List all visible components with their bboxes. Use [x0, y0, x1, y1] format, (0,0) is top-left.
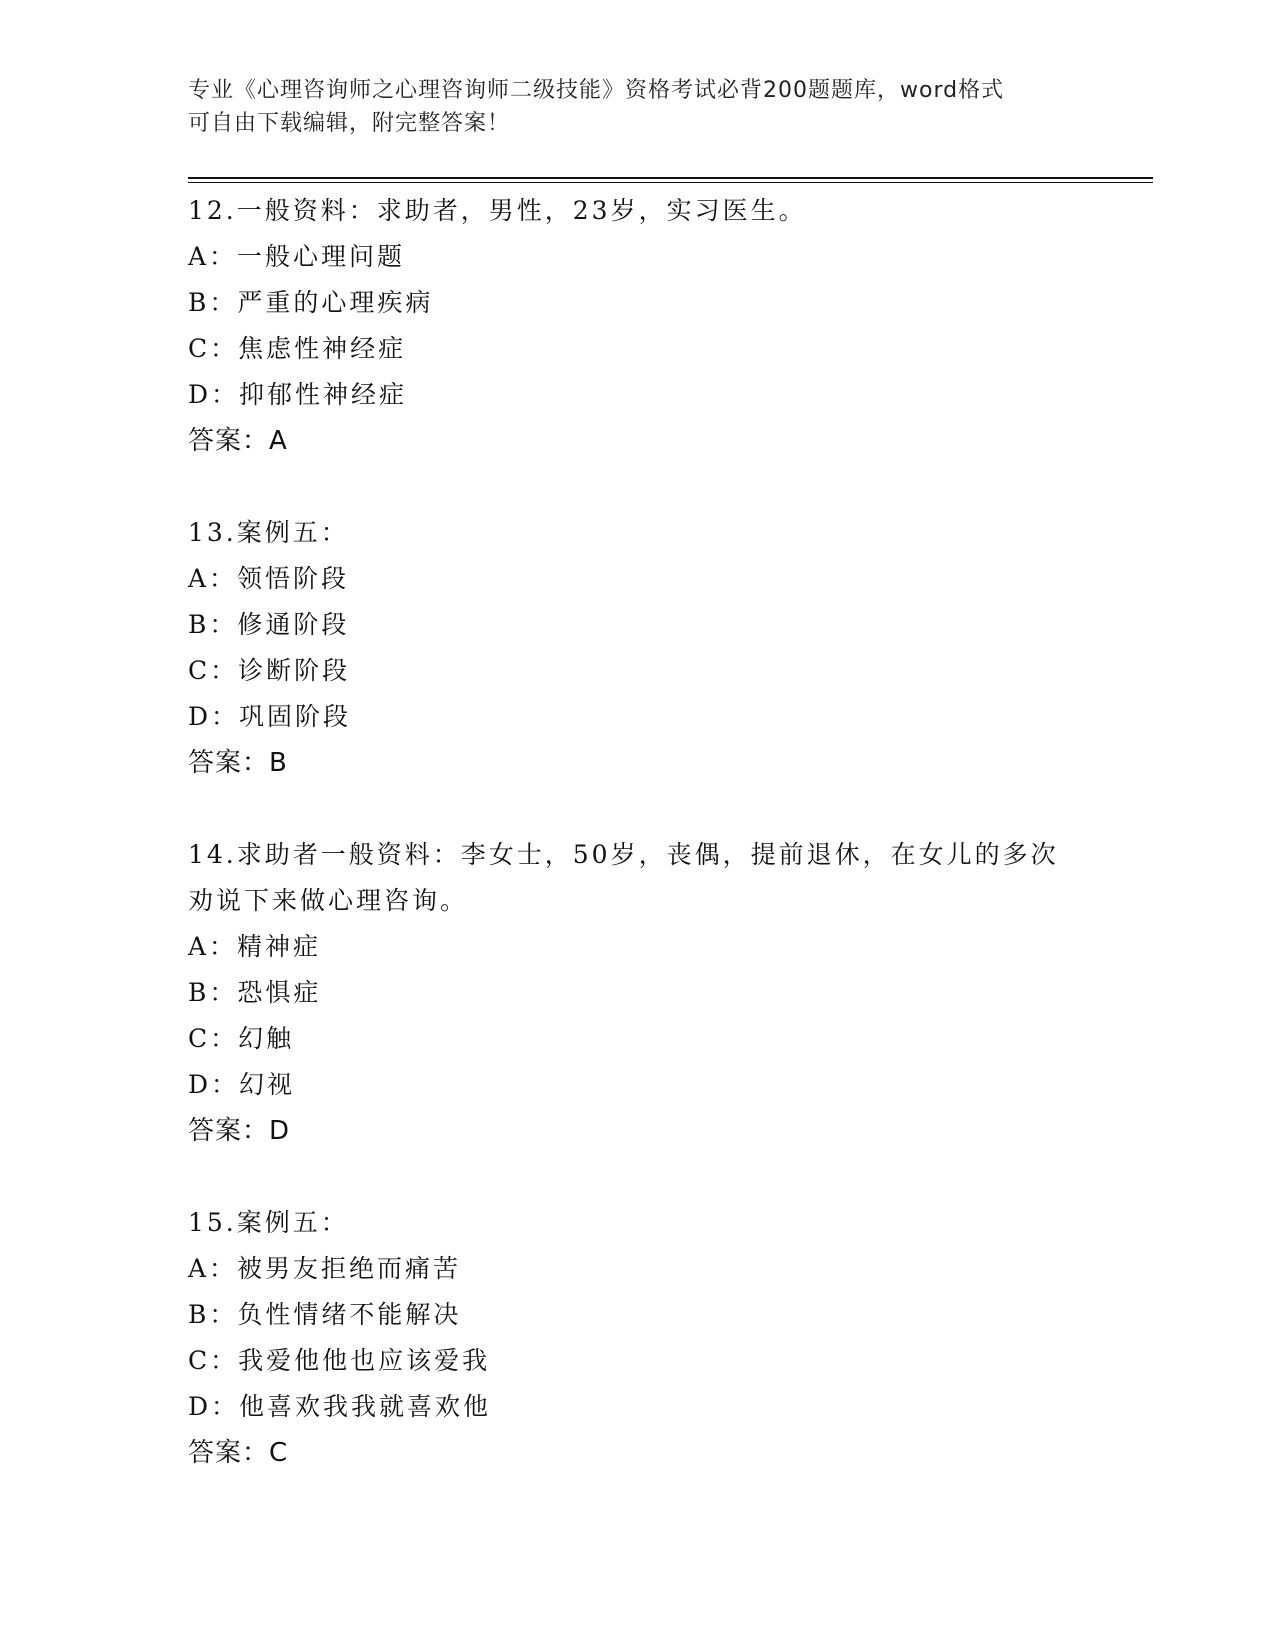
option-c: C：诊断阶段 — [188, 656, 351, 685]
question-text: 12.一般资料：求助者，男性，23岁，实习医生。 — [188, 196, 807, 225]
option-c: C：幻触 — [188, 1024, 295, 1053]
option-c: C：焦虑性神经症 — [188, 334, 407, 363]
option-b: B：修通阶段 — [188, 610, 350, 639]
option-d: D：幻视 — [188, 1070, 296, 1099]
header-divider-thin — [188, 182, 1153, 183]
answer-text: 答案：B — [188, 748, 288, 778]
option-a: A：领悟阶段 — [188, 564, 350, 593]
option-d: D：巩固阶段 — [188, 702, 352, 731]
question-text: 14.求助者一般资料：李女士，50岁，丧偶，提前退休，在女儿的多次劝说下来做心理咨询。 — [188, 840, 1059, 915]
option-d: D：他喜欢我我就喜欢他 — [188, 1392, 492, 1421]
question-12 — [188, 188, 1148, 464]
option-b: B：严重的心理疾病 — [188, 288, 434, 317]
header-divider — [188, 177, 1153, 179]
option-a: A：被男友拒绝而痛苦 — [188, 1254, 462, 1283]
option-a: A：精神症 — [188, 932, 322, 961]
question-13 — [188, 510, 1148, 786]
option-b: B：负性情绪不能解决 — [188, 1300, 462, 1329]
document-header — [188, 74, 1088, 140]
question-15 — [188, 1200, 1148, 1476]
answer-text: 答案：A — [188, 426, 288, 456]
option-b: B：恐惧症 — [188, 978, 322, 1007]
answer-text: 答案：D — [188, 1116, 291, 1146]
question-text: 15.案例五： — [188, 1208, 349, 1237]
option-d: D：抑郁性神经症 — [188, 380, 408, 409]
answer-text: 答案：C — [188, 1438, 289, 1468]
option-a: A：一般心理问题 — [188, 242, 406, 271]
header-line-1: 专业《心理咨询师之心理咨询师二级技能》资格考试必背200题题库，word格式 — [188, 78, 1005, 103]
question-list — [188, 188, 1148, 1522]
question-14 — [188, 832, 1148, 1154]
option-c: C：我爱他他也应该爱我 — [188, 1346, 491, 1375]
question-text: 13.案例五： — [188, 518, 349, 547]
header-line-2: 可自由下载编辑，附完整答案！ — [188, 111, 511, 136]
